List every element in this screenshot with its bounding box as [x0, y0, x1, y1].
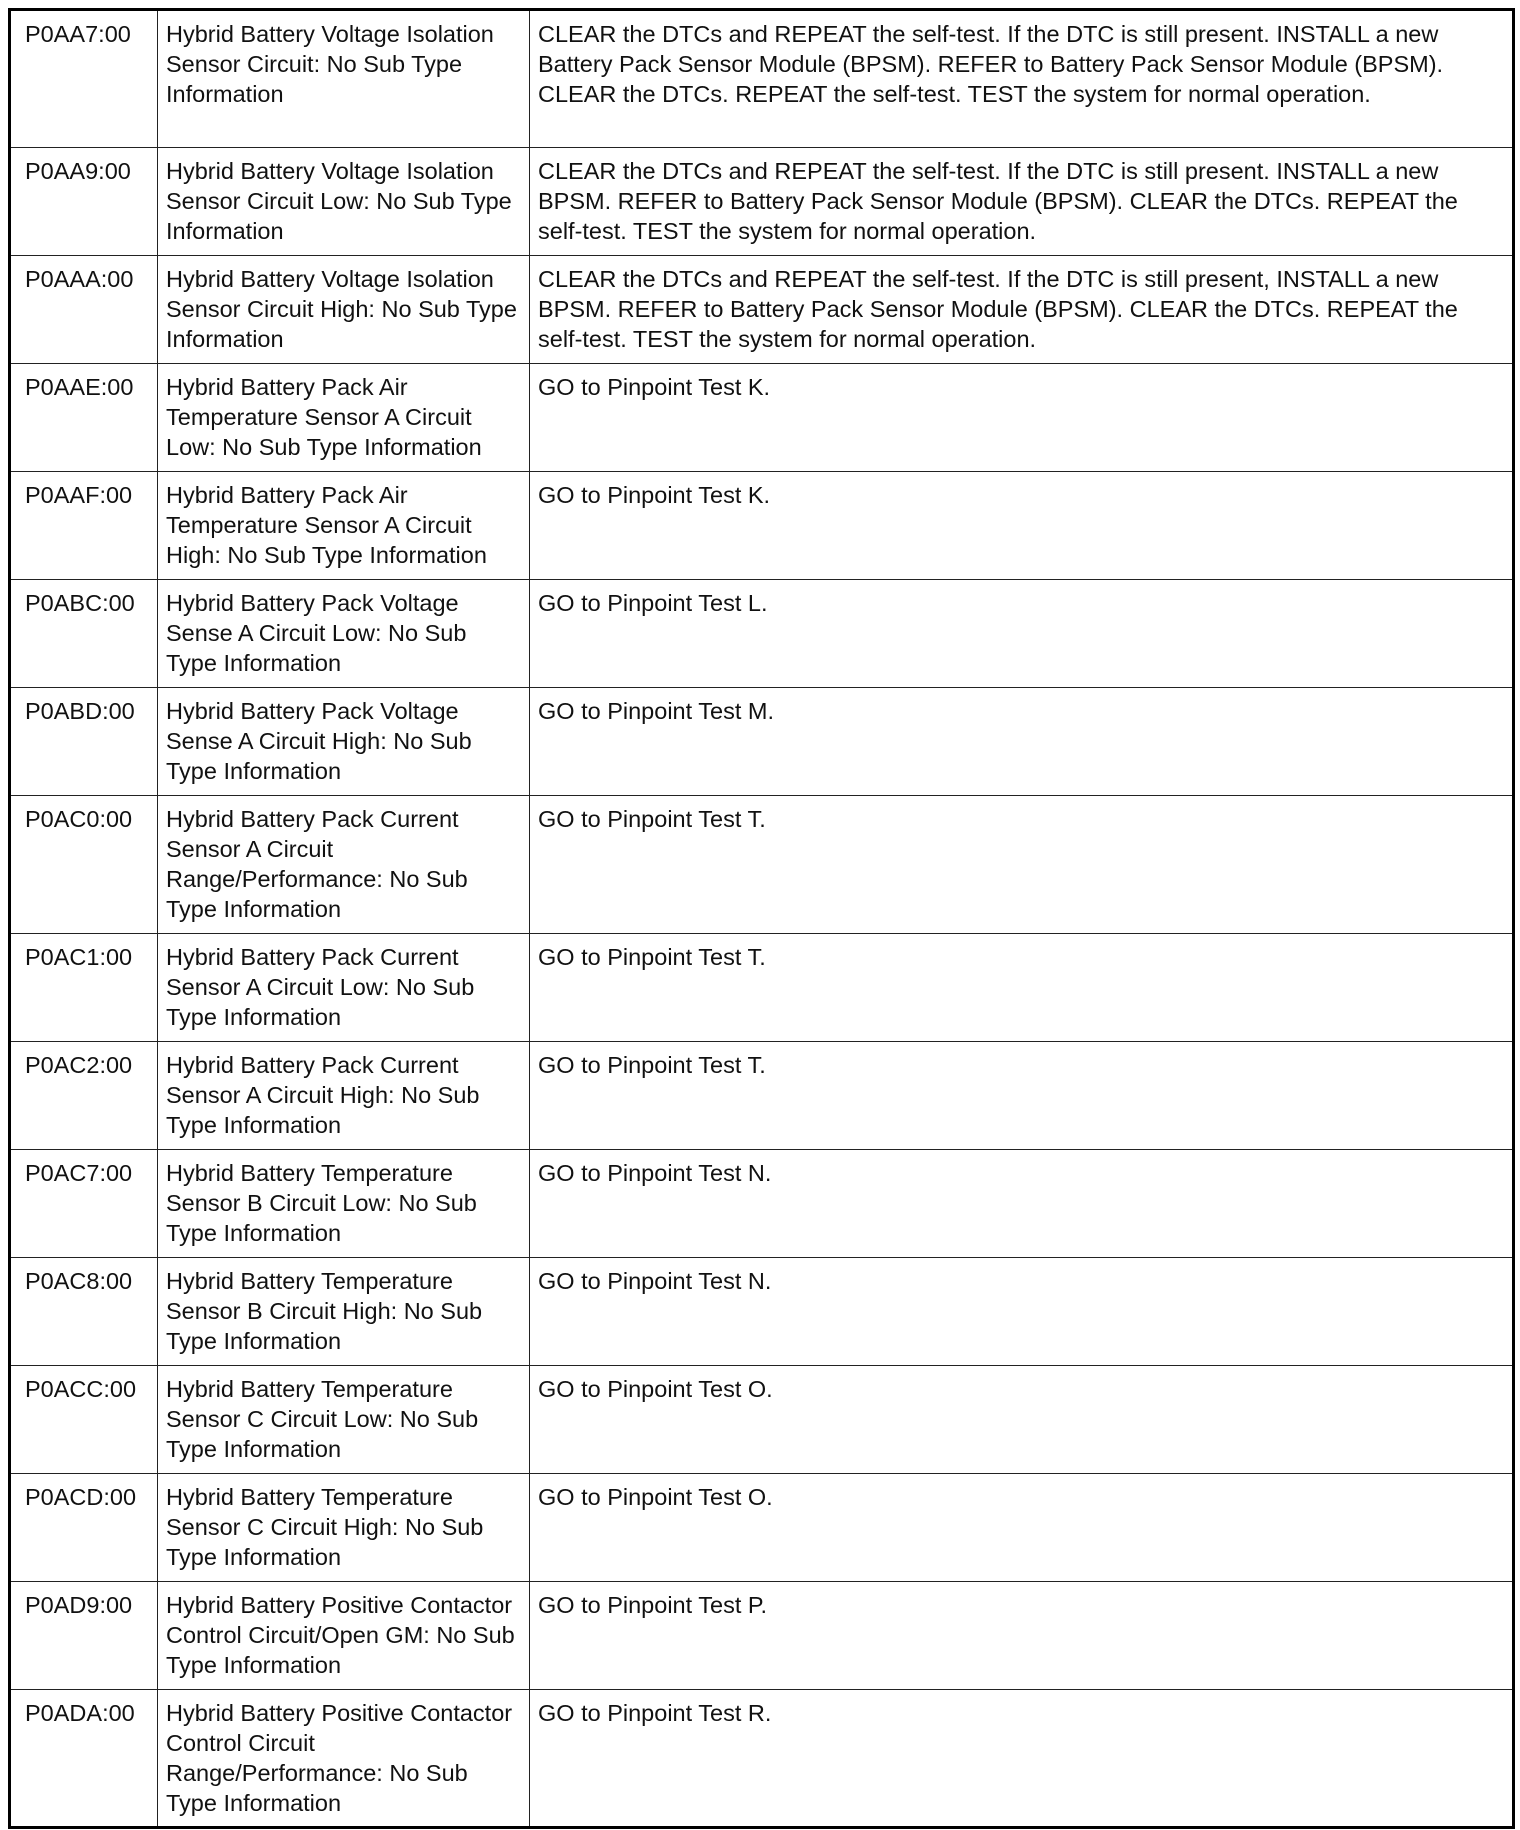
dtc-action-cell: GO to Pinpoint Test R. [530, 1690, 1514, 1828]
table-row [10, 1690, 1514, 1828]
dtc-action-cell: CLEAR the DTCs and REPEAT the self-test. If the DTC is still present, INSTALL a new BPSM. REFER to Battery Pack Sensor Module (BPSM). CLEAR the DTCs. REPEAT the self-test. TEST the system for normal operation. [530, 256, 1514, 364]
table-row [10, 364, 1514, 472]
table-row [10, 1258, 1514, 1366]
table-row [10, 688, 1514, 796]
dtc-action-cell: GO to Pinpoint Test O. [530, 1474, 1514, 1582]
dtc-code-cell: P0AAA:00 [10, 256, 158, 364]
dtc-code-cell: P0ACD:00 [10, 1474, 158, 1582]
dtc-action-cell: GO to Pinpoint Test L. [530, 580, 1514, 688]
dtc-description-cell: Hybrid Battery Temperature Sensor B Circuit High: No Sub Type Information [158, 1258, 530, 1366]
dtc-code-cell: P0ADA:00 [10, 1690, 158, 1828]
dtc-action-cell: CLEAR the DTCs and REPEAT the self-test. If the DTC is still present. INSTALL a new BPSM. REFER to Battery Pack Sensor Module (BPSM). CLEAR the DTCs. REPEAT the self-test. TEST the system for normal operation. [530, 148, 1514, 256]
dtc-code-cell: P0AA7:00 [10, 10, 158, 148]
dtc-action-cell: GO to Pinpoint Test N. [530, 1258, 1514, 1366]
dtc-action-cell: CLEAR the DTCs and REPEAT the self-test. If the DTC is still present. INSTALL a new Battery Pack Sensor Module (BPSM). REFER to Battery Pack Sensor Module (BPSM). CLEAR the DTCs. REPEAT the self-test. TEST the system for normal operation. [530, 10, 1514, 148]
table-row [10, 148, 1514, 256]
dtc-description-cell: Hybrid Battery Pack Air Temperature Sensor A Circuit Low: No Sub Type Information [158, 364, 530, 472]
dtc-description-cell: Hybrid Battery Temperature Sensor C Circuit Low: No Sub Type Information [158, 1366, 530, 1474]
table-row [10, 256, 1514, 364]
dtc-description-cell: Hybrid Battery Temperature Sensor B Circuit Low: No Sub Type Information [158, 1150, 530, 1258]
dtc-action-cell: GO to Pinpoint Test K. [530, 364, 1514, 472]
dtc-description-cell: Hybrid Battery Pack Current Sensor A Circuit Range/Performance: No Sub Type Information [158, 796, 530, 934]
table-row [10, 1582, 1514, 1690]
table-row [10, 1474, 1514, 1582]
dtc-table [8, 8, 1515, 1829]
dtc-code-cell: P0AAF:00 [10, 472, 158, 580]
dtc-code-cell: P0ACC:00 [10, 1366, 158, 1474]
dtc-code-cell: P0AC0:00 [10, 796, 158, 934]
dtc-code-cell: P0AC7:00 [10, 1150, 158, 1258]
dtc-action-cell: GO to Pinpoint Test K. [530, 472, 1514, 580]
table-row [10, 796, 1514, 934]
dtc-description-cell: Hybrid Battery Pack Current Sensor A Circuit Low: No Sub Type Information [158, 934, 530, 1042]
dtc-action-cell: GO to Pinpoint Test T. [530, 934, 1514, 1042]
dtc-description-cell: Hybrid Battery Positive Contactor Control Circuit/Open GM: No Sub Type Information [158, 1582, 530, 1690]
dtc-code-cell: P0AAE:00 [10, 364, 158, 472]
dtc-action-cell: GO to Pinpoint Test N. [530, 1150, 1514, 1258]
dtc-action-cell: GO to Pinpoint Test T. [530, 796, 1514, 934]
dtc-code-cell: P0AD9:00 [10, 1582, 158, 1690]
dtc-description-cell: Hybrid Battery Pack Voltage Sense A Circuit High: No Sub Type Information [158, 688, 530, 796]
dtc-description-cell: Hybrid Battery Voltage Isolation Sensor Circuit Low: No Sub Type Information [158, 148, 530, 256]
dtc-code-cell: P0AC1:00 [10, 934, 158, 1042]
table-row [10, 934, 1514, 1042]
dtc-description-cell: Hybrid Battery Temperature Sensor C Circuit High: No Sub Type Information [158, 1474, 530, 1582]
dtc-action-cell: GO to Pinpoint Test T. [530, 1042, 1514, 1150]
table-row [10, 1366, 1514, 1474]
table-row [10, 1042, 1514, 1150]
dtc-description-cell: Hybrid Battery Pack Air Temperature Sensor A Circuit High: No Sub Type Information [158, 472, 530, 580]
dtc-action-cell: GO to Pinpoint Test O. [530, 1366, 1514, 1474]
dtc-code-cell: P0ABD:00 [10, 688, 158, 796]
dtc-description-cell: Hybrid Battery Voltage Isolation Sensor Circuit: No Sub Type Information [158, 10, 530, 148]
dtc-code-cell: P0AA9:00 [10, 148, 158, 256]
dtc-action-cell: GO to Pinpoint Test M. [530, 688, 1514, 796]
dtc-action-cell: GO to Pinpoint Test P. [530, 1582, 1514, 1690]
dtc-description-cell: Hybrid Battery Positive Contactor Control Circuit Range/Performance: No Sub Type Information [158, 1690, 530, 1828]
table-row [10, 1150, 1514, 1258]
table-row [10, 580, 1514, 688]
dtc-description-cell: Hybrid Battery Pack Voltage Sense A Circuit Low: No Sub Type Information [158, 580, 530, 688]
dtc-code-cell: P0AC2:00 [10, 1042, 158, 1150]
dtc-code-cell: P0ABC:00 [10, 580, 158, 688]
dtc-code-cell: P0AC8:00 [10, 1258, 158, 1366]
dtc-description-cell: Hybrid Battery Pack Current Sensor A Circuit High: No Sub Type Information [158, 1042, 530, 1150]
dtc-description-cell: Hybrid Battery Voltage Isolation Sensor Circuit High: No Sub Type Information [158, 256, 530, 364]
table-row [10, 10, 1514, 148]
dtc-table-body [10, 10, 1514, 1828]
table-row [10, 472, 1514, 580]
